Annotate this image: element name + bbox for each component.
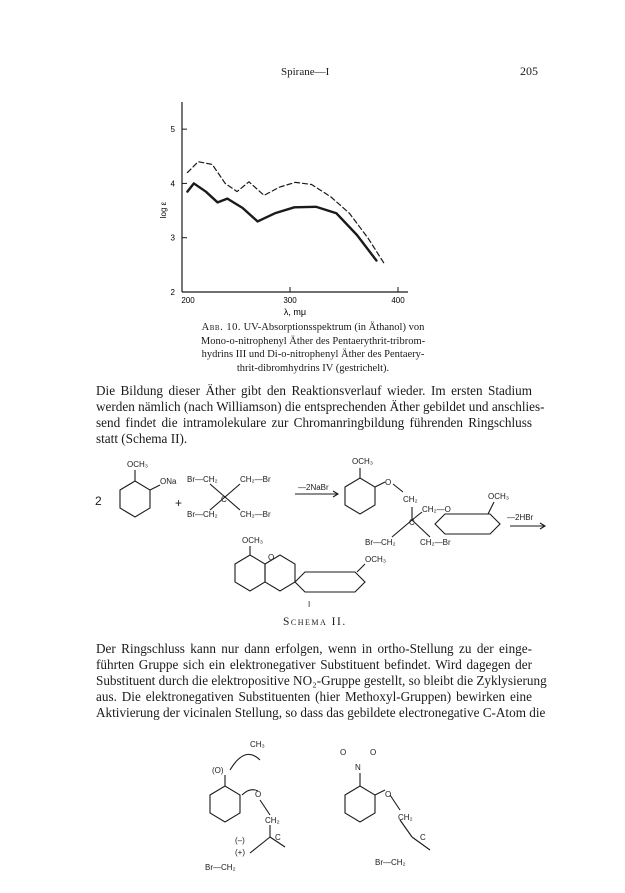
br-ch2-label-product: Br—CH₂: [365, 538, 396, 547]
br-ch2-label-right: Br—CH₂: [375, 858, 406, 867]
paragraph-2-line: Der Ringschluss kann nur dann erfolgen, wenn in ortho-Stellung zu der einge-: [96, 641, 532, 656]
x-tick-label: 200: [181, 296, 195, 305]
benzene-ring-product: [345, 478, 375, 514]
x-tick-label: 300: [283, 296, 297, 305]
ch2-br-label: CH₂—Br: [240, 475, 271, 484]
x-tick-label: 400: [391, 296, 405, 305]
nitro-n-label: N: [355, 763, 361, 772]
ch2-label-right: CH₂: [398, 813, 413, 822]
och3-label-product: OCH₃: [352, 457, 374, 466]
c-label-product: C: [409, 518, 415, 527]
chart-axes: [182, 102, 408, 292]
y-axis-label: log ε: [159, 201, 168, 219]
ona-label: ONa: [160, 477, 177, 486]
reaction-scheme: [90, 452, 550, 612]
och3-label: OCH₃: [127, 460, 149, 469]
ch2-label-mech: CH₂: [265, 816, 280, 825]
paragraph-1-line: send findet die intramolekulare zur Chromanringbildung führenden Ringschluss: [96, 415, 532, 430]
ch2-br-label-lower: CH₂—Br: [240, 510, 271, 519]
paragraph-1-line: statt (Schema II).: [96, 431, 188, 446]
ring-o-label: O: [255, 790, 262, 799]
figure-caption: [168, 321, 458, 375]
c-label-mech: C: [275, 833, 281, 842]
paragraph-1-line: Die Bildung dieser Äther gibt den Reaktionsverlauf wieder. Im ersten Stadium: [96, 383, 532, 398]
scheme-title: Schema II.: [283, 616, 347, 628]
uv-spectrum-chart: [160, 95, 420, 320]
minus-2hbr-label: —2HBr: [507, 513, 534, 522]
running-head: Spirane—I: [281, 66, 330, 78]
caption-line-1: UV-Absorptionsspektrum (in Äthanol) von: [243, 322, 425, 333]
spiro-benzene-ring: [295, 572, 365, 592]
caption-line-2: Mono-o-nitrophenyl Äther des Pentaerythrit-tribrom-: [200, 335, 426, 347]
y-tick-label: 4: [170, 179, 175, 189]
och3-label-spiro: OCH₃: [365, 555, 387, 564]
br-ch2-label-lower: Br—CH₂: [187, 510, 218, 519]
mechanism-figures: [190, 725, 450, 885]
y-tick-label: 2: [170, 288, 175, 297]
paragraph-1-line: werden nämlich (nach Williamson) die entsprechenden Äther gebildet und anschlies-: [96, 399, 545, 414]
paragraph-2-line: aus. Die elektronegativen Substituenten (hier Methoxyl-Gruppen) bewirken eine: [96, 689, 532, 704]
och3-label-second: OCH₃: [488, 492, 510, 501]
och3-label-chroman: OCH₃: [242, 536, 264, 545]
ch2-o-label: CH₂—O: [422, 505, 451, 514]
paragraph-2-line: Substituent durch die elektropositive NO₂-Gruppe gestellt, so bleibt die Zyklysierung: [96, 673, 547, 688]
plus-sign: +: [175, 496, 183, 510]
series-line-dashed: [187, 162, 385, 265]
coefficient-2: 2: [95, 494, 102, 508]
o-paren-label: (O): [212, 766, 224, 775]
chroman-benzene-ring: [235, 555, 265, 591]
caption-line-4: thrit-dibromhydrins IV (gestrichelt).: [236, 362, 390, 374]
ch3-label: CH₃: [250, 740, 265, 749]
caption-label: Abb. 10.: [201, 322, 241, 333]
series-line-solid: [187, 183, 376, 260]
x-axis-label: λ, mμ: [283, 307, 307, 317]
compound-label: I: [308, 600, 311, 609]
chroman-o-label: O: [268, 553, 275, 562]
paragraph-2-line: Aktivierung der vicinalen Stellung, so dass das gebildete electronegative C-Atom die: [96, 705, 546, 720]
br-ch2-label: Br—CH₂: [187, 475, 218, 484]
mechanism-benzene-left: [210, 786, 240, 822]
mechanism-benzene-right: [345, 786, 375, 822]
minus-charge-label: (–): [235, 836, 245, 845]
ch2-br-label-product: CH₂—Br: [420, 538, 451, 547]
paragraph-2: [96, 641, 547, 721]
c-label-right: C: [420, 833, 426, 842]
y-tick-label: 5: [170, 125, 175, 135]
ether-o-label: O: [385, 478, 392, 487]
ch2-label: CH₂: [403, 495, 418, 504]
page-number: 205: [520, 64, 538, 78]
benzene-ring-second: [435, 514, 500, 534]
reagent-label: —2NaBr: [298, 483, 329, 492]
ring-o-label-right: O: [385, 790, 392, 799]
nitro-o-left: O: [340, 748, 347, 757]
paragraph-1: [96, 383, 545, 447]
plus-charge-label: (+): [235, 848, 245, 857]
nitro-o-right: O: [370, 748, 377, 757]
br-ch2-label-mech: Br—CH₂: [205, 863, 236, 872]
caption-line-3: hydrins III und Di-o-nitrophenyl Äther des Pentaery-: [201, 349, 425, 360]
quaternary-c-label: C: [221, 495, 227, 504]
paragraph-2-line: führten Gruppe sich ein elektronegativer Substituent befindet. Wird dagegen der: [96, 657, 532, 672]
benzene-ring-reactant: [120, 481, 150, 517]
y-tick-label: 3: [170, 233, 175, 243]
